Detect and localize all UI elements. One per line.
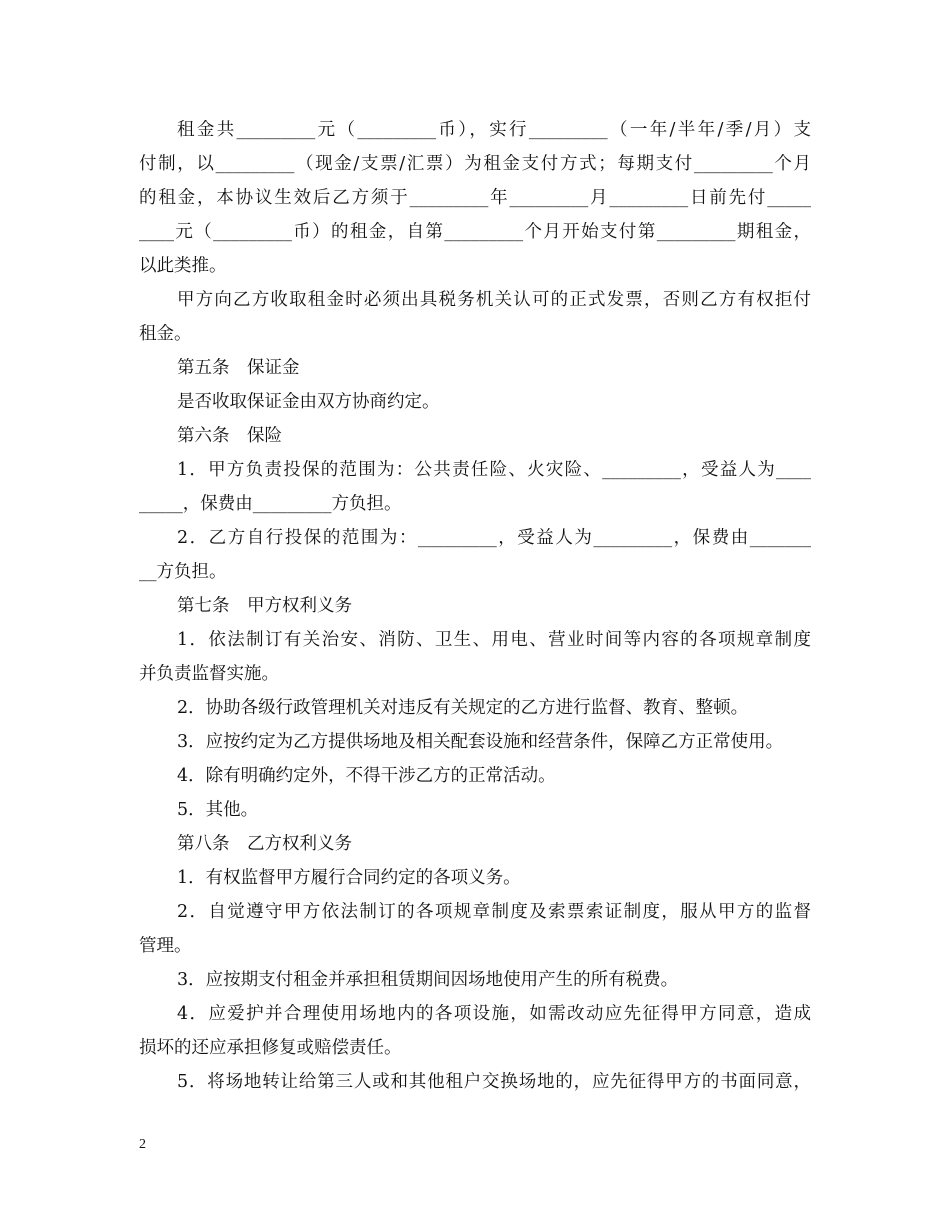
text-line: 付制，以_________（现金/支票/汇票）为租金支付方式；每期支付_________个月 (139, 154, 811, 174)
text-line: 甲方向乙方收取租金时必须出具税务机关认可的正式发票，否则乙方有权拒付 (177, 290, 811, 310)
text-line: 并负责监督实施。 (139, 664, 279, 684)
text-line: 5．其他。 (177, 800, 259, 820)
text-line: 管理。 (139, 936, 192, 956)
text-line: 4．除有明确约定外，不得干涉乙方的正常活动。 (177, 766, 556, 786)
text-line: 2．协助各级行政管理机关对违反有关规定的乙方进行监督、教育、整顿。 (177, 698, 749, 718)
text-line: _____，保费由_________方负担。 (139, 494, 402, 514)
text-line: 1．有权监督甲方履行合同约定的各项义务。 (177, 868, 521, 888)
text-line: 1．依法制订有关治安、消防、卫生、用电、营业时间等内容的各项规章制度 (177, 630, 811, 650)
text-line: 以此类推。 (139, 256, 227, 276)
text-line: 1．甲方负责投保的范围为：公共责任险、火灾险、_________，受益人为____ (177, 460, 811, 480)
text-line: 4．应爱护并合理使用场地内的各项设施，如需改动应先征得甲方同意，造成 (177, 1004, 811, 1024)
text-line: 是否收取保证金由双方协商约定。 (177, 392, 440, 412)
text-line: 3．应按期支付租金并承担租赁期间因场地使用产生的所有税费。 (177, 970, 679, 990)
document-body (139, 113, 811, 1099)
text-line: 第五条 保证金 (177, 358, 300, 378)
text-line: 2．自觉遵守甲方依法制订的各项规章制度及索票索证制度，服从甲方的监督 (177, 902, 811, 922)
text-line: 3．应按约定为乙方提供场地及相关配套设施和经营条件，保障乙方正常使用。 (177, 732, 784, 752)
text-line: ____元（_________币）的租金，自第_________个月开始支付第_________期租金， (139, 222, 811, 242)
text-line: 第八条 乙方权利义务 (177, 834, 352, 854)
page-number: 2 (139, 1137, 146, 1152)
text-line: 5．将场地转让给第三人或和其他租户交换场地的，应先征得甲方的书面同意， (177, 1072, 811, 1092)
text-line: 2．乙方自行投保的范围为：_________，受益人为_________，保费由_______ (177, 528, 811, 548)
text-line: 第六条 保险 (177, 426, 282, 446)
text-line: __方负担。 (139, 562, 227, 582)
text-line: 损坏的还应承担修复或赔偿责任。 (139, 1038, 402, 1058)
text-line: 第七条 甲方权利义务 (177, 596, 352, 616)
text-line: 租金共_________元（_________币），实行_________（一年/半年/季/月）支 (177, 120, 811, 140)
text-line: 租金。 (139, 324, 192, 344)
text-line: 的租金，本协议生效后乙方须于_________年_________月_________日前先付_____ (139, 188, 811, 208)
